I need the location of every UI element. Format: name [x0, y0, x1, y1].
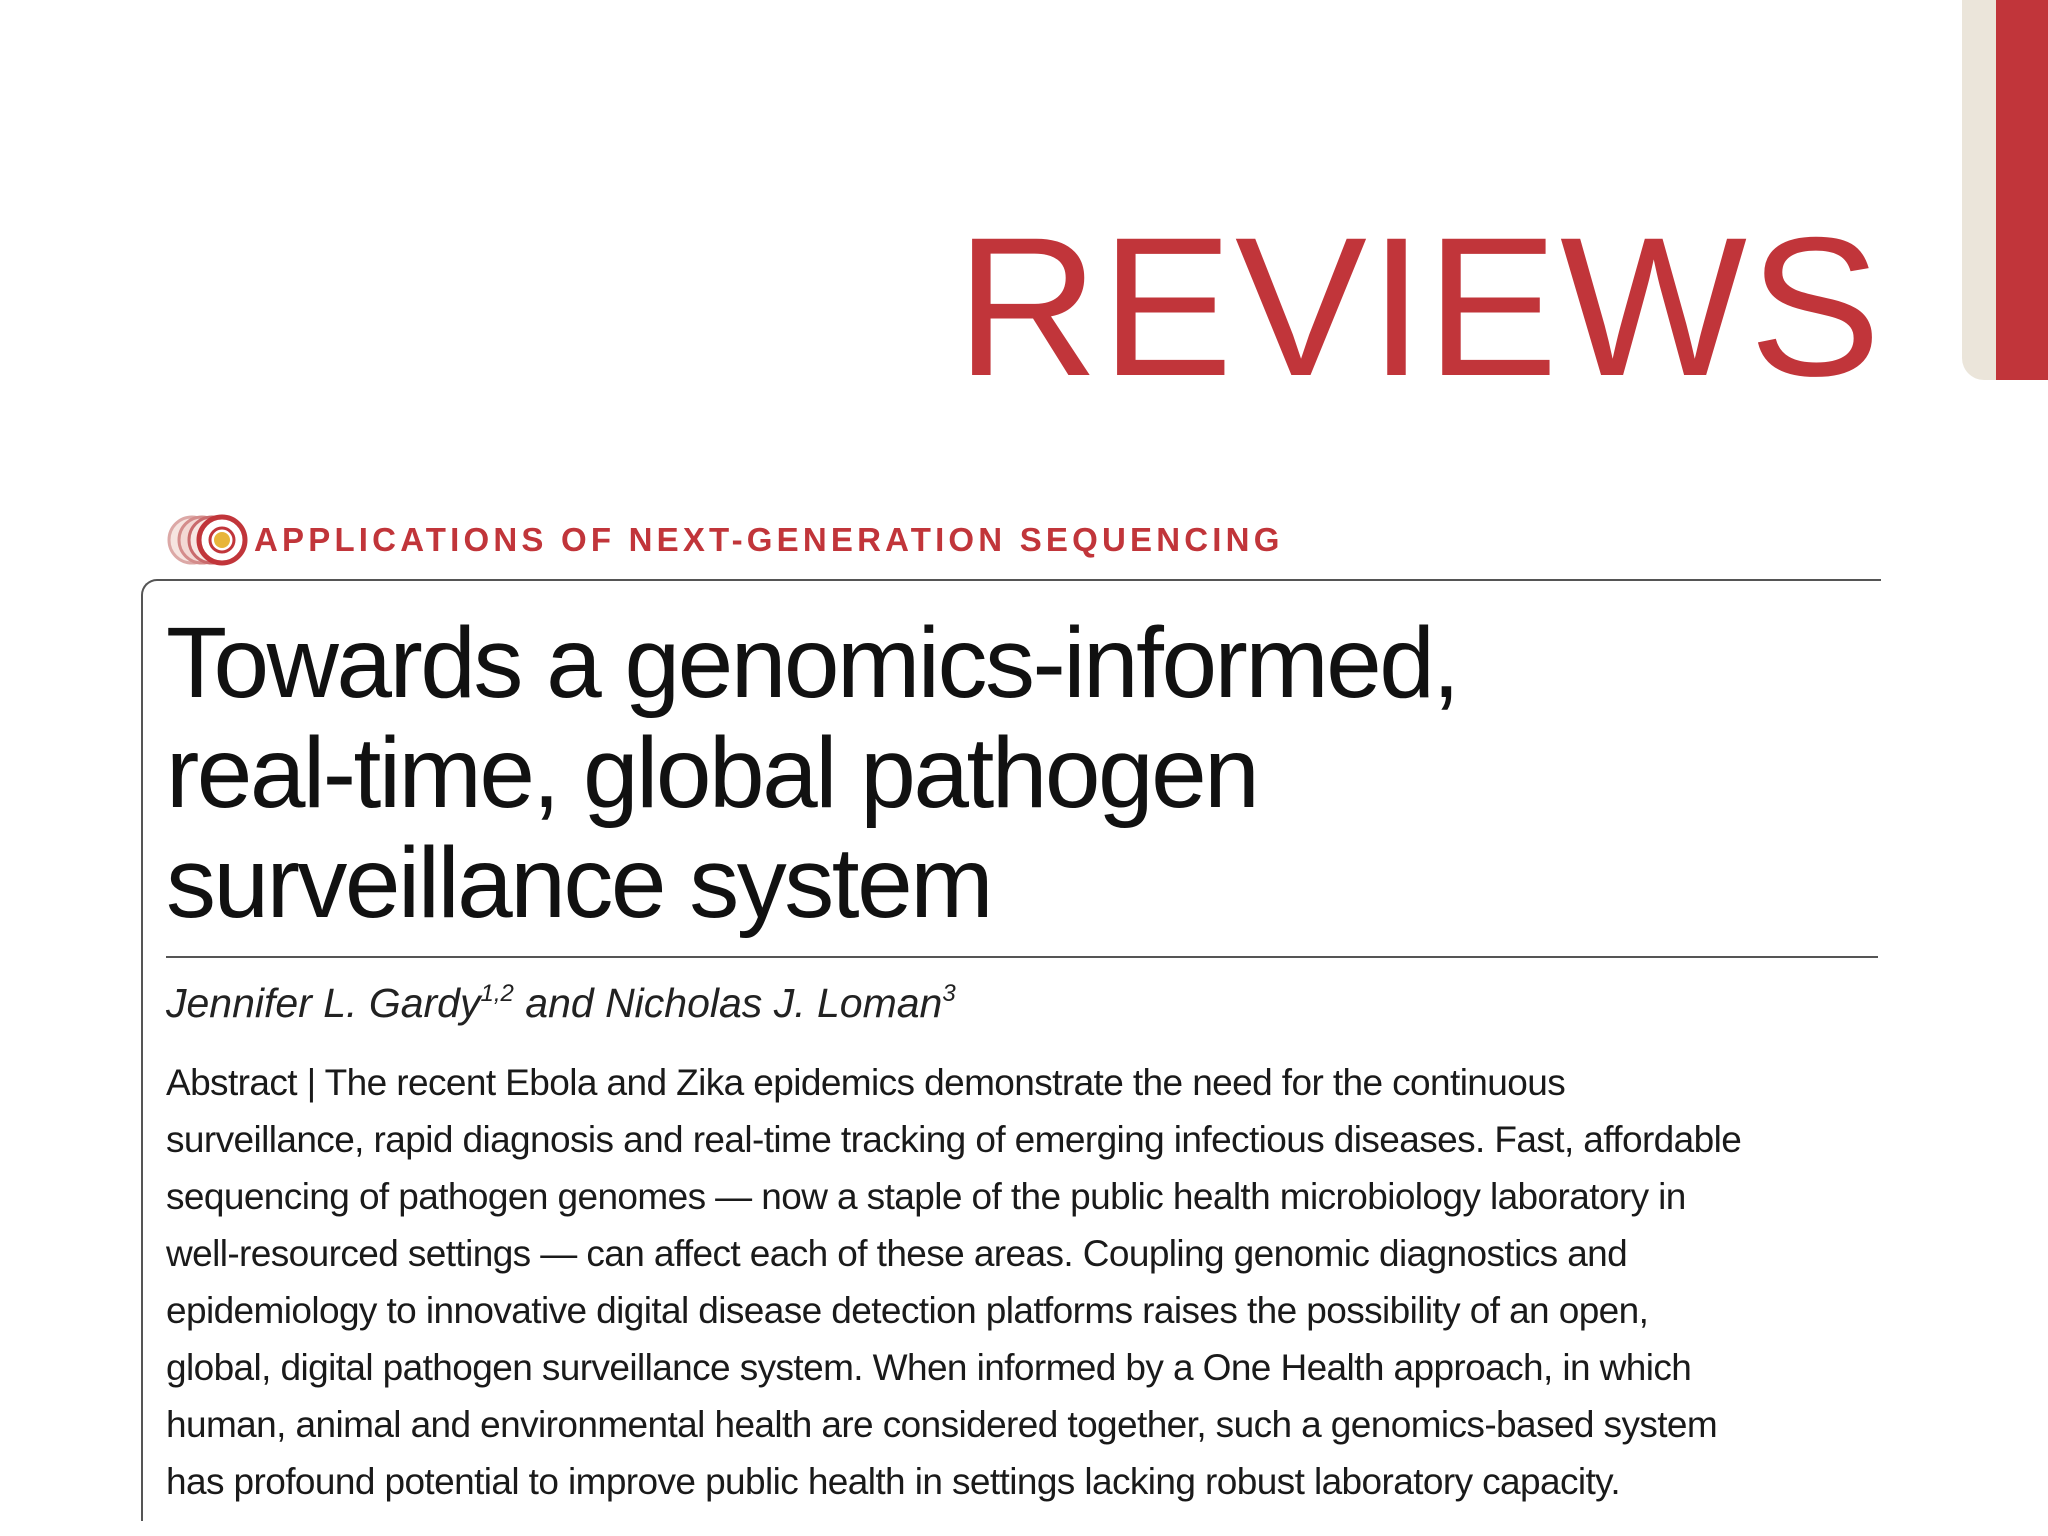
title-line: surveillance system — [166, 827, 992, 939]
author-list — [166, 975, 956, 1031]
abstract-heading: Abstract | — [166, 1062, 325, 1103]
abstract-text: The recent Ebola and Zika epidemics demonstrate the need for the continuous — [324, 1062, 1566, 1103]
series-header — [166, 512, 1284, 568]
article-title — [166, 608, 1866, 938]
abstract-line — [166, 1054, 1906, 1111]
author-conjunction: and — [513, 980, 606, 1026]
section-edge-tab-accent — [1996, 0, 2048, 380]
author-name: Jennifer L. Gardy — [166, 980, 481, 1026]
abstract-line: epidemiology to innovative digital disease detection platforms raises the possibility of an open, — [166, 1290, 1649, 1331]
author-affiliation: 3 — [942, 980, 956, 1007]
series-label: APPLICATIONS OF NEXT-GENERATION SEQUENCING — [254, 521, 1284, 558]
abstract-line: well-resourced settings — can affect each of these areas. Coupling genomic diagnostics and — [166, 1233, 1628, 1274]
abstract-line: global, digital pathogen surveillance system. When informed by a One Health approach, in which — [166, 1347, 1692, 1388]
abstract-line: sequencing of pathogen genomes — now a staple of the public health microbiology laboratory in — [166, 1176, 1686, 1217]
journal-section-label: REVIEWS — [955, 196, 1883, 417]
author-name: Nicholas J. Loman — [605, 980, 943, 1026]
abstract-line: human, animal and environmental health are considered together, such a genomics-based system — [166, 1404, 1718, 1445]
title-line: real-time, global pathogen — [166, 717, 1258, 829]
title-line: Towards a genomics-informed, — [166, 607, 1458, 719]
abstract-line: surveillance, rapid diagnosis and real-time tracking of emerging infectious diseases. Fast, affordable — [166, 1119, 1742, 1160]
abstract — [166, 1054, 1906, 1510]
concentric-circles-icon — [166, 512, 250, 568]
title-divider — [166, 956, 1878, 958]
abstract-line: has profound potential to improve public health in settings lacking robust laboratory capacity. — [166, 1461, 1621, 1502]
author-affiliation: 1,2 — [480, 980, 514, 1007]
